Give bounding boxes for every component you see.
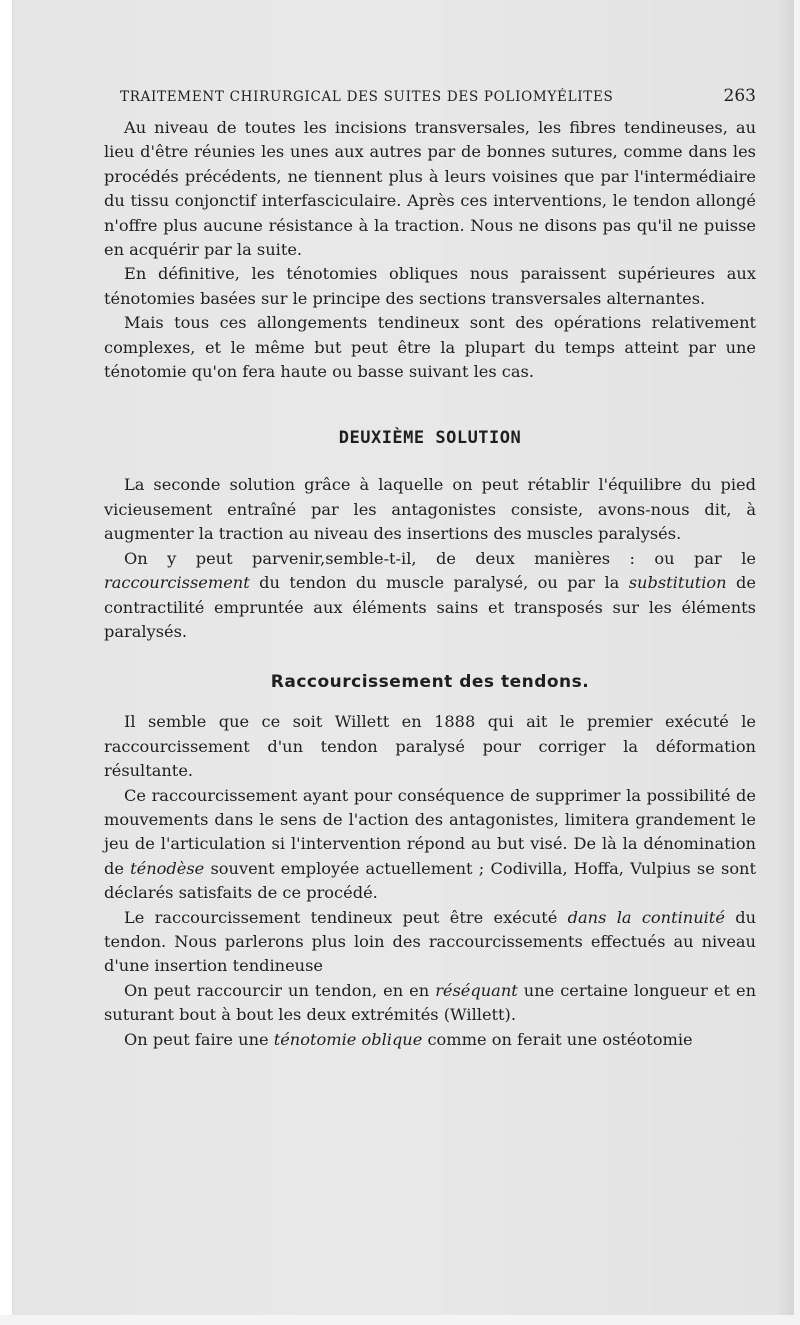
paragraph-seconde-solution: La seconde solution grâce à laquelle on peut rétablir l'équilibre du pied vicieusement entraîné par les antagonistes consiste, avons-nous dit, à augmenter la traction au niveau des insertions des muscles paralysés. xyxy=(104,475,756,544)
paragraph-resequant xyxy=(104,979,756,1028)
subsection-heading: Raccourcissement des tendons. xyxy=(270,672,590,693)
italic-term: réséquant xyxy=(435,980,518,1000)
italic-term: ténodèse xyxy=(130,858,205,878)
scan-margin-left xyxy=(0,0,12,1325)
text-run: une certaine longueur et en suturant bout à bout les deux extrémités (Willett). xyxy=(104,980,756,1025)
scan-margin-bottom xyxy=(0,1315,800,1325)
italic-term: dans la continuité xyxy=(567,907,725,927)
text-run: Ce raccourcissement ayant pour conséquence de supprimer la possibilité de mouvements dans le sens de l'action des antagonistes, limitera grandement le jeu de l'articulation si l'intervention répond au but visé. De là la dénomination de xyxy=(104,785,756,878)
paragraph-incisions: Au niveau de toutes les incisions transversales, les fibres tendineuses, au lieu d'être réunies les unes aux autres par de bonnes sutures, comme dans les procédés précédents, ne tiennent plus à leurs voisines que par l'intermédiaire du tissu conjonctif interfasciculaire. Après ces interventions, le tendon allongé n'offre plus aucune résistance à la traction. Nous ne disons pas qu'il ne puisse en acquérir par la suite. xyxy=(104,118,756,260)
page-number: 263 xyxy=(723,86,756,106)
text-run: On y peut parvenir,semble-t-il, de deux manières : ou par le xyxy=(124,548,756,568)
paragraph-willett: Il semble que ce soit Willett en 1888 qui ait le premier exécuté le raccourcissement d'un tendon paralysé pour corriger la déformation résultante. xyxy=(104,712,756,781)
page-content xyxy=(104,86,756,1052)
text-run: souvent employée actuellement ; Codivilla, Hoffa, Vulpius se sont déclarés satisfaits de ce procédé. xyxy=(104,858,756,903)
text-run: du tendon du muscle paralysé, ou par la xyxy=(249,573,629,593)
scan-margin-right xyxy=(794,0,800,1325)
text-run: On peut faire une xyxy=(124,1029,274,1049)
running-title: TRAITEMENT CHIRURGICAL DES SUITES DES POLIOMYÉLITES xyxy=(120,89,614,105)
text-run: Le raccourcissement tendineux peut être exécuté xyxy=(124,907,568,927)
paragraph-tenotomie-oblique xyxy=(104,1028,756,1052)
text-run: comme on ferait une ostéotomie xyxy=(422,1029,693,1049)
running-header xyxy=(104,86,756,116)
paragraph-continuite xyxy=(104,906,756,979)
italic-term: raccourcissement xyxy=(104,573,250,593)
text-run: On peut raccourcir un tendon, en en xyxy=(124,980,436,1000)
text-run: du tendon. Nous parlerons plus loin des raccourcissements effectués au niveau d'une insertion tendineuse xyxy=(104,907,757,976)
section-heading: DEUXIÈME SOLUTION xyxy=(338,428,522,449)
paragraph-definitive: En définitive, les ténotomies obliques nous paraissent supérieures aux ténotomies basées sur le principe des sections transversales alternantes. xyxy=(104,264,756,308)
italic-term: ténotomie oblique xyxy=(273,1029,423,1049)
text-run: de contractilité empruntée aux éléments sains et transposés sur les éléments paralysés. xyxy=(104,573,756,641)
paragraph-allongements: Mais tous ces allongements tendineux sont des opérations relativement complexes, et le même but peut être la plupart du temps atteint par une ténotomie qu'on fera haute ou basse suivant les cas. xyxy=(104,313,756,382)
paragraph-deux-manieres xyxy=(104,547,756,645)
italic-term: substitution xyxy=(628,573,727,593)
paragraph-tenodese xyxy=(104,784,756,906)
